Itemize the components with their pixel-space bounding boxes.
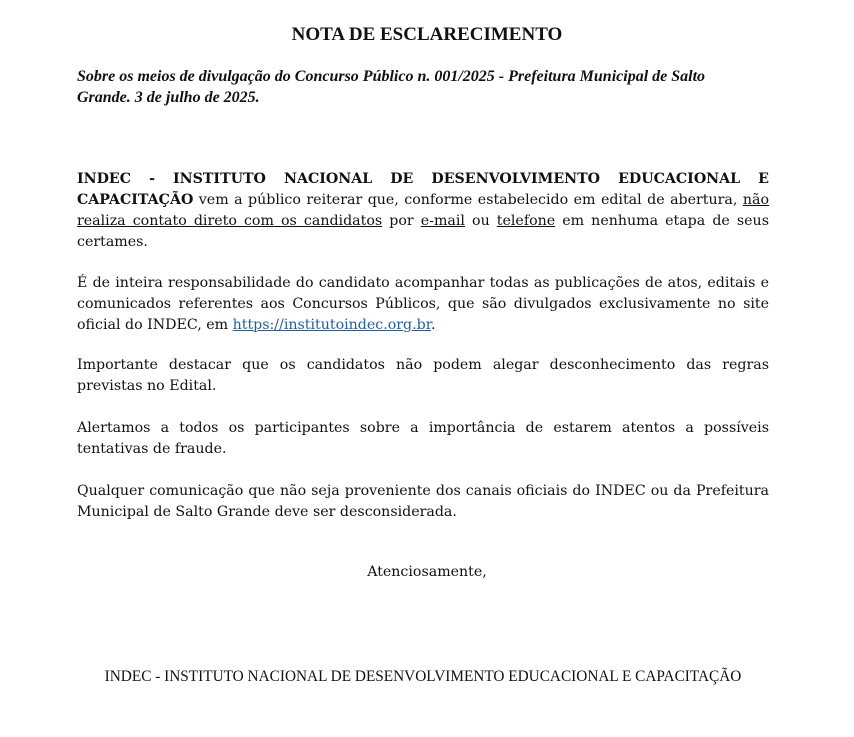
paragraph-fraud-alert: Alertamos a todos os participantes sobre a importância de estarem atentos a possíveis tentativas de fraude.	[77, 420, 769, 457]
paragraph1-text-c: ou	[464, 213, 497, 229]
signature-line: INDEC - INSTITUTO NACIONAL DE DESENVOLVIMENTO EDUCACIONAL E CAPACITAÇÃO	[104, 668, 742, 685]
paragraph1-text-b: por	[382, 213, 421, 229]
no-direct-contact-underline: não realiza contato direto com os candidatos	[77, 192, 769, 229]
paragraph-edital-rules: Importante destacar que os candidatos não podem alegar desconhecimento das regras previstas no Edital.	[77, 357, 769, 394]
paragraph2-text: É de inteira responsabilidade do candidato acompanhar todas as publicações de atos, editais e comunicados referentes aos Concursos Públicos, que são divulgados exclusivamente no site oficial do INDEC, em	[77, 275, 769, 333]
paragraph-official-site	[77, 273, 769, 336]
closing-salutation: Atenciosamente,	[367, 564, 487, 580]
paragraph-official-channels: Qualquer comunicação que não seja proveniente dos canais oficiais do INDEC ou da Prefeitura Municipal de Salto Grande deve ser desconsiderada.	[77, 483, 769, 520]
paragraph1-text-a: vem a público reiterar que, conforme estabelecido em edital de abertura,	[193, 192, 743, 208]
official-site-link[interactable]: https://institutoindec.org.br	[232, 317, 431, 333]
phone-underline: telefone	[496, 213, 556, 229]
paragraph-no-direct-contact	[77, 169, 769, 253]
paragraph2-end: .	[430, 317, 436, 333]
org-name: INDEC - INSTITUTO NACIONAL DE DESENVOLVIMENTO EDUCACIONAL E CAPACITAÇÃO	[77, 171, 769, 208]
email-underline: e-mail	[420, 213, 465, 229]
paragraph1-text-d: em nenhuma etapa de seus certames.	[77, 213, 769, 250]
document-title: NOTA DE ESCLARECIMENTO	[291, 24, 563, 45]
document-subtitle: Sobre os meios de divulgação do Concurso Público n. 001/2025 - Prefeitura Municipal de Salto Grande. 3 de julho de 2025.	[77, 68, 706, 106]
